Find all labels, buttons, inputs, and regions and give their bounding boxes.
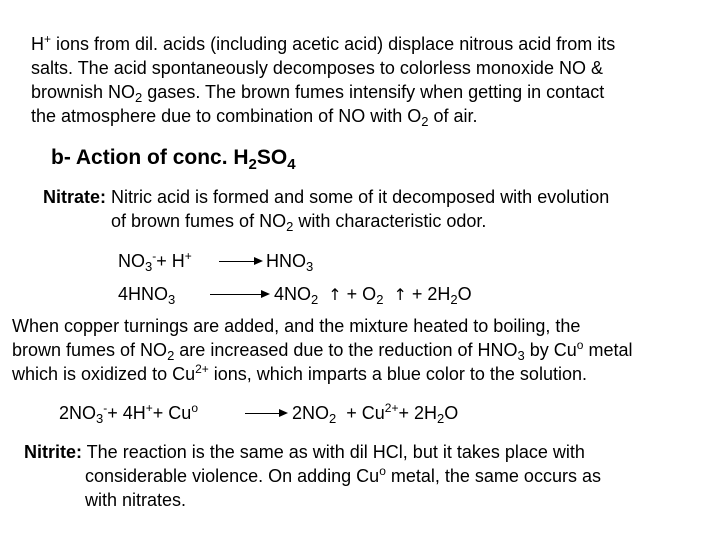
- text: + Cu: [336, 403, 385, 423]
- para2-line2: [12, 339, 632, 361]
- text: b- Action of conc. H: [51, 146, 249, 169]
- superscript: -: [103, 401, 108, 415]
- text: with characteristic odor.: [293, 211, 487, 231]
- subscript: 2: [248, 156, 257, 173]
- nitrite-line1: [24, 441, 585, 463]
- reaction-arrow-icon: [210, 294, 268, 295]
- subscript: 4: [287, 156, 296, 173]
- nitrate-label: Nitrate:: [43, 187, 107, 207]
- text: O: [457, 284, 472, 304]
- subscript: 3: [306, 259, 314, 274]
- subscript: 3: [517, 348, 525, 363]
- superscript: -: [152, 249, 157, 263]
- subscript: 2: [437, 411, 445, 426]
- text: ions from dil. acids (including acetic acid) displace nitrous acid from its: [51, 34, 616, 54]
- para1-line4: [31, 105, 477, 127]
- subscript: 3: [96, 411, 104, 426]
- nitrite-line3: with nitrates.: [85, 490, 187, 510]
- para2-line3: [12, 363, 587, 385]
- text: considerable violence. On adding Cu: [85, 466, 380, 486]
- superscript: o: [576, 338, 584, 352]
- subscript: 2: [376, 292, 384, 307]
- nitrate-line2: [111, 210, 486, 232]
- superscript: +: [145, 401, 153, 415]
- text: + O: [341, 284, 377, 304]
- text: + 2H: [398, 403, 437, 423]
- reaction-arrow-icon: [245, 413, 286, 414]
- eq1-lhs: [118, 250, 192, 272]
- text: of air.: [428, 106, 478, 126]
- section-heading: [51, 146, 296, 173]
- text: + H: [156, 251, 185, 271]
- superscript: +: [44, 32, 52, 46]
- subscript: 2: [329, 411, 337, 426]
- subscript: 2: [135, 90, 143, 105]
- subscript: 2: [421, 114, 429, 129]
- text: 2NO: [292, 403, 330, 423]
- text: + 4H: [107, 403, 146, 423]
- subscript: 3: [168, 292, 176, 307]
- text: H: [31, 34, 44, 54]
- reaction-arrow-icon: [219, 261, 261, 262]
- subscript: 2: [286, 219, 294, 234]
- nitrate-line1: [43, 186, 609, 208]
- superscript: o: [379, 464, 386, 478]
- text: the atmosphere due to combination of NO with O: [31, 106, 422, 126]
- up-arrow-icon: ↑: [393, 285, 407, 304]
- text: of brown fumes of NO: [111, 211, 287, 231]
- eq3-rhs: [292, 402, 458, 424]
- text: + 2H: [406, 284, 451, 304]
- text: HNO: [266, 251, 306, 271]
- subscript: 2: [167, 348, 175, 363]
- text: The reaction is the same as with dil HCl, but it takes place with: [82, 442, 585, 462]
- text: metal: [583, 340, 633, 360]
- subscript: 2: [450, 292, 458, 307]
- text: by Cu: [524, 340, 577, 360]
- text: are increased due to the reduction of HNO: [174, 340, 518, 360]
- superscript: +: [184, 249, 192, 263]
- subscript: 3: [145, 259, 153, 274]
- nitrite-line2: [85, 465, 601, 487]
- text: O: [444, 403, 459, 423]
- superscript: 2+: [384, 401, 399, 415]
- text: NO: [118, 251, 145, 271]
- para1-line2: salts. The acid spontaneously decomposes to colorless monoxide NO &: [31, 58, 603, 78]
- text: 4HNO: [118, 284, 169, 304]
- text: 2NO: [59, 403, 97, 423]
- text: brown fumes of NO: [12, 340, 168, 360]
- eq2-rhs: [274, 283, 472, 306]
- subscript: 2: [311, 292, 319, 307]
- text: brownish NO: [31, 82, 136, 102]
- text: ions, which imparts a blue color to the solution.: [208, 364, 587, 384]
- text: 4NO: [274, 284, 312, 304]
- text: Nitric acid is formed and some of it decomposed with evolution: [106, 187, 610, 207]
- superscript: o: [191, 401, 199, 415]
- eq3-lhs: [59, 402, 198, 424]
- text: gases. The brown fumes intensify when getting in contact: [142, 82, 605, 102]
- text: + Cu: [152, 403, 192, 423]
- up-arrow-icon: ↑: [328, 285, 342, 304]
- text: metal, the same occurs as: [385, 466, 601, 486]
- para1-line1: [31, 33, 615, 55]
- eq2-lhs: [118, 283, 175, 305]
- superscript: 2+: [195, 362, 209, 376]
- para1-line3: [31, 81, 604, 103]
- para2-line1: When copper turnings are added, and the mixture heated to boiling, the: [12, 316, 581, 336]
- nitrite-label: Nitrite:: [24, 442, 82, 462]
- text: which is oxidized to Cu: [12, 364, 196, 384]
- eq1-rhs: [266, 250, 313, 272]
- text: SO: [256, 146, 288, 169]
